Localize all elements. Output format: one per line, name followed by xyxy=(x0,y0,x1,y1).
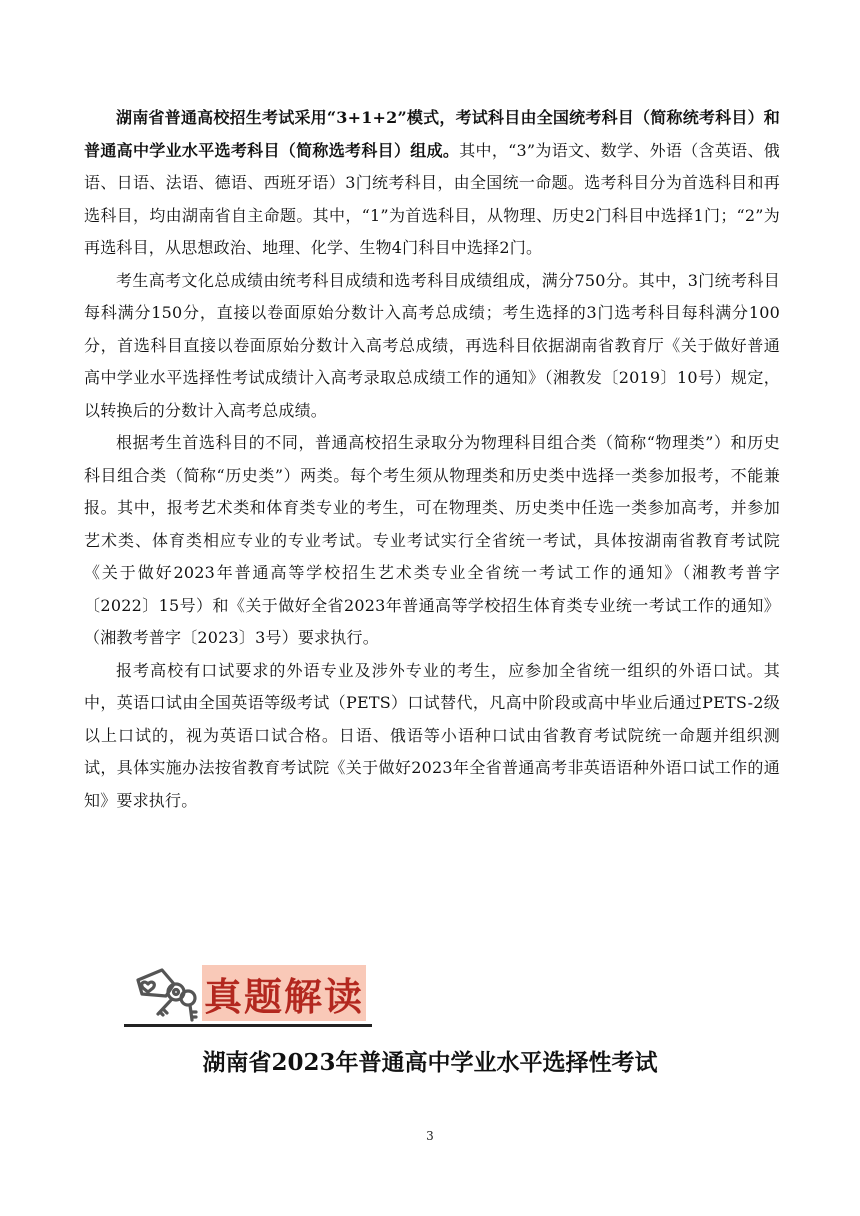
page-number: 3 xyxy=(426,1129,434,1143)
section-header xyxy=(124,960,372,1028)
paragraph-text: 考生高考文化总成绩由统考科目成绩和选考科目成绩组成，满分750分。其中，3门统考科目每科满分150分，直接以卷面原始分数计入高考总成绩；考生选择的3门选考科目每科满分100分，首选科目直接以卷面原始分数计入高考总成绩，再选科目依据湖南省教育厅《关于做好普通高中学业水平选择性考试成绩计入高考录取总成绩工作的通知》（湘教发〔2019〕10号）规定，以转换后的分数计入高考总成绩。 xyxy=(84,270,780,420)
paragraph-text: 其中，“3”为语文、数学、外语（含英语、俄语、日语、法语、德语、西班牙语）3门统考科目，由全国统一命题。选考科目分为首选科目和再选科目，均由湖南省自主命题。其中，“1”为首选科目，从物理、历史2门科目中选择1门；“2”为再选科目，从思想政治、地理、化学、生物4门科目中选择2门。 xyxy=(84,140,780,257)
exam-title: 湖南省2023年普通高中学业水平选择性考试 xyxy=(202,1049,658,1076)
section-title-box xyxy=(202,965,366,1021)
paragraph-oral-exam xyxy=(84,655,780,818)
paragraph-lead-bold: 湖南省普通高校招生考试采用“3+1+2”模式，考试科目由全国统考科目（简称统考科目）和普通高中学业水平选考科目（简称选考科目）组成。 xyxy=(84,108,780,160)
keys-heart-tag-icon xyxy=(132,962,202,1022)
paragraph-exam-mode xyxy=(84,102,780,265)
section-title: 真题解读 xyxy=(203,974,364,1019)
section-divider xyxy=(124,1024,372,1027)
paragraph-text: 根据考生首选科目的不同，普通高校招生录取分为物理科目组合类（简称“物理类”）和历史科目组合类（简称“历史类”）两类。每个考生须从物理类和历史类中选择一类参加报考，不能兼报。其中，报考艺术类和体育类专业的考生，可在物理类、历史类中任选一类参加高考，并参加艺术类、体育类相应专业的专业考试。专业考试实行全省统一考试，具体按湖南省教育考试院《关于做好2023年普通高等学校招生艺术类专业全省统一考试工作的通知》（湘教考普字〔2022〕15号）和《关于做好全省2023年普通高等学校招生体育类专业统一考试工作的通知》（湘教考普字〔2023〕3号）要求执行。 xyxy=(84,433,780,647)
paragraph-admission-categories xyxy=(84,427,780,655)
paragraph-text: 报考高校有口试要求的外语专业及涉外专业的考生，应参加全省统一组织的外语口试。其中，英语口试由全国英语等级考试（PETS）口试替代，凡高中阶段或高中毕业后通过PETS-2级以上口试的，视为英语口试合格。日语、俄语等小语种口试由省教育考试院统一命题并组织测试，具体实施办法按省教育考试院《关于做好2023年全省普通高考非英语语种外语口试工作的通知》要求执行。 xyxy=(84,660,780,810)
paragraph-total-score xyxy=(84,265,780,428)
document-body xyxy=(84,102,780,817)
